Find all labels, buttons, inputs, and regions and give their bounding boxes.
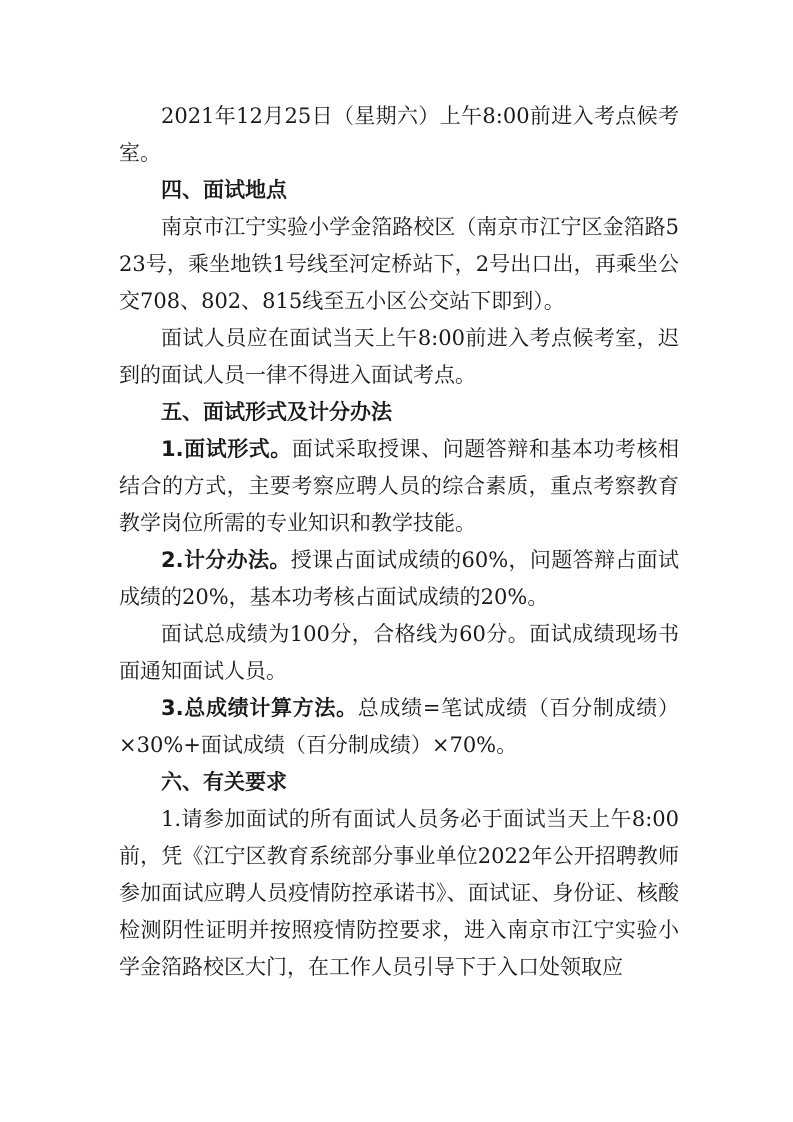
text-final-score-formula: 总成绩=笔试成绩（百分制成绩）×30%+面试成绩（百分制成绩）×70%。 bbox=[119, 696, 679, 757]
heading-interview-location: 四、面试地点 bbox=[161, 178, 287, 202]
paragraph-interview-form bbox=[119, 431, 679, 542]
text-scoring-method: 授课占面试成绩的60%，问题答辩占面试成绩的20%，基本功考核占面试成绩的20%。 bbox=[119, 548, 679, 609]
paragraph-total-score: 面试总成绩为100分，合格线为60分。面试成绩现场书面通知面试人员。 bbox=[119, 622, 679, 683]
lead-interview-form: 1.面试形式。 bbox=[161, 437, 292, 461]
document-body bbox=[119, 98, 679, 986]
heading-requirements: 六、有关要求 bbox=[161, 770, 287, 794]
text-interview-form: 面试采取授课、问题答辩和基本功考核相结合的方式，主要考察应聘人员的综合素质，重点考察教育教学岗位所需的专业知识和教学技能。 bbox=[119, 437, 679, 535]
heading-interview-format: 五、面试形式及计分办法 bbox=[161, 400, 392, 424]
paragraph-arrival-rule: 面试人员应在面试当天上午8:00前进入考点候考室，迟到的面试人员一律不得进入面试考点。 bbox=[119, 326, 679, 387]
paragraph-location-address: 南京市江宁实验小学金箔路校区（南京市江宁区金箔路523号，乘坐地铁1号线至河定桥站下，2号出口出，再乘坐公交708、802、815线至五小区公交站下即到）。 bbox=[119, 215, 679, 313]
paragraph-time: 2021年12月25日（星期六）上午8:00前进入考点候考室。 bbox=[119, 104, 679, 165]
lead-scoring-method: 2.计分办法。 bbox=[161, 548, 291, 572]
paragraph-requirement-1: 1.请参加面试的所有面试人员务必于面试当天上午8:00前，凭《江宁区教育系统部分事业单位2022年公开招聘教师参加面试应聘人员疫情防控承诺书》、面试证、身份证、核酸检测阴性证明并按照疫情防控要求，进入南京市江宁实验小学金箔路校区大门，在工作人员引导下于入口处领取应 bbox=[119, 807, 679, 979]
paragraph-scoring-method bbox=[119, 542, 679, 616]
lead-final-score-formula: 3.总成绩计算方法。 bbox=[161, 696, 358, 720]
paragraph-final-score-formula bbox=[119, 690, 679, 764]
